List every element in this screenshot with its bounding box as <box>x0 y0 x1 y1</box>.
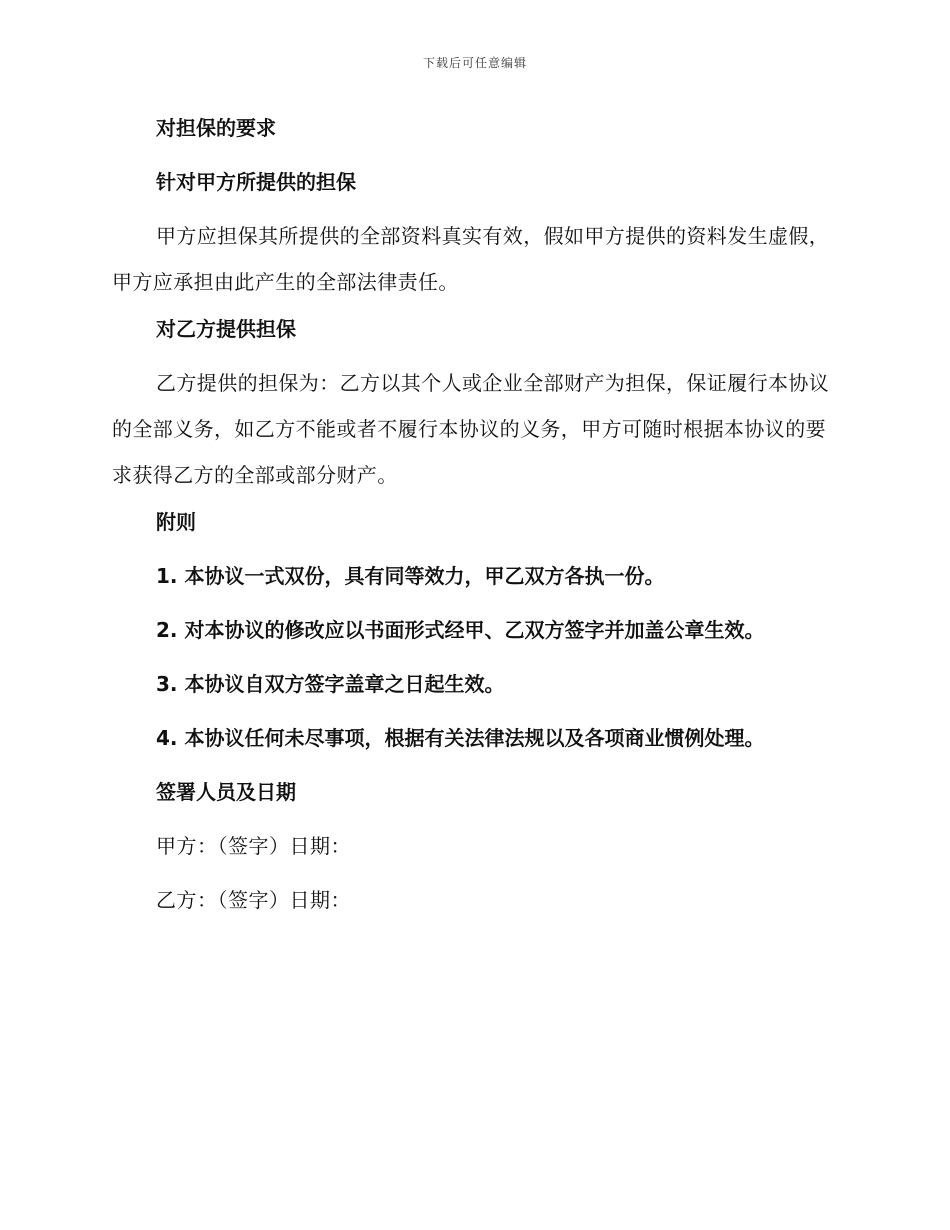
signatures-title: 签署人员及日期 <box>156 780 296 804</box>
party-a-signature-line: 甲方：（签字）日期： <box>156 834 351 858</box>
guarantee-section-title: 对担保的要求 <box>156 116 276 140</box>
party-a-guarantee-title: 针对甲方所提供的担保 <box>156 170 356 194</box>
party-a-guarantee-text: 甲方应担保其所提供的全部资料真实有效，假如甲方提供的资料发生虚假，甲方应承担由此产生的全部法律责任。 <box>112 224 830 294</box>
supplementary-item-3: 3. 本协议自双方签字盖章之日起生效。 <box>156 672 505 696</box>
supplementary-item-4: 4. 本协议任何未尽事项，根据有关法律法规以及各项商业惯例处理。 <box>156 726 765 750</box>
header-note: 下载后可任意编辑 <box>422 56 527 70</box>
party-b-signature-line: 乙方：（签字）日期： <box>156 888 351 912</box>
supplementary-item-1: 1. 本协议一式双份，具有同等效力，甲乙双方各执一份。 <box>156 564 665 588</box>
supplementary-item-2: 2. 对本协议的修改应以书面形式经甲、乙双方签字并加盖公章生效。 <box>156 618 765 642</box>
document-body <box>112 112 832 938</box>
party-b-guarantee-text: 乙方提供的担保为：乙方以其个人或企业全部财产为担保，保证履行本协议的全部义务，如乙方不能或者不履行本协议的义务，甲方可随时根据本协议的要求获得乙方的全部或部分财产。 <box>112 371 830 487</box>
supplementary-title: 附则 <box>156 510 196 534</box>
party-b-guarantee-title: 对乙方提供担保 <box>156 317 296 341</box>
